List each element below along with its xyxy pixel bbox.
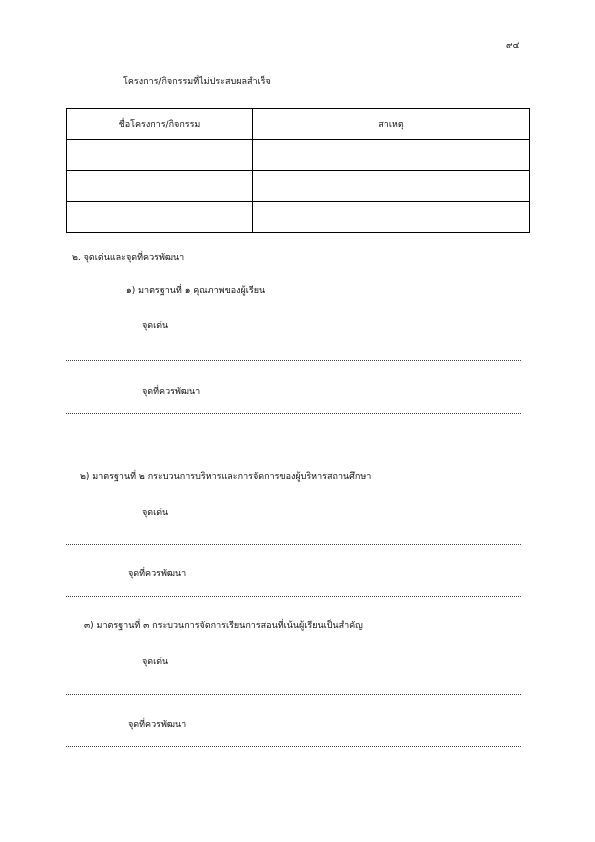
standard-3-title: ๓) มาตรฐานที่ ๓ กระบวนการจัดการเรียนการสอนที่เน้นผู้เรียนเป็นสำคัญ	[84, 621, 363, 631]
standard-1-title: ๑) มาตรฐานที่ ๑ คุณภาพของผู้เรียน	[126, 286, 266, 296]
standard-2-improve-label: จุดที่ควรพัฒนา	[128, 569, 187, 579]
table-cell[interactable]	[253, 171, 530, 202]
table-cell[interactable]	[67, 171, 253, 202]
standard-3-improve-label: จุดที่ควรพัฒนา	[128, 720, 187, 730]
section-heading: ๒. จุดเด่นและจุดที่ควรพัฒนา	[72, 253, 185, 263]
standard-2-improve-line[interactable]	[66, 596, 521, 597]
standard-3-improve-line[interactable]	[66, 746, 521, 747]
standard-1-improve-line[interactable]	[66, 413, 521, 414]
standard-1-strength-label: จุดเด่น	[142, 321, 169, 331]
standard-2-title: ๒) มาตรฐานที่ ๒ กระบวนการบริหารและการจัดการของผู้บริหารสถานศึกษา	[80, 472, 372, 482]
standard-3-strength-line[interactable]	[66, 694, 521, 695]
column-header-project-name: ชื่อโครงการ/กิจกรรม	[67, 109, 253, 140]
standard-2-strength-label: จุดเด่น	[142, 508, 169, 518]
table-header-row	[67, 109, 530, 140]
column-header-cause: สาเหตุ	[253, 109, 530, 140]
table-cell[interactable]	[67, 202, 253, 233]
standard-2-strength-line[interactable]	[66, 544, 521, 545]
table-cell[interactable]	[67, 140, 253, 171]
page-number: ๙๔	[506, 41, 520, 51]
unsuccessful-projects-table	[66, 108, 530, 233]
table-row	[67, 171, 530, 202]
standard-1-strength-line[interactable]	[66, 360, 521, 361]
table-cell[interactable]	[253, 202, 530, 233]
table-row	[67, 202, 530, 233]
table-title: โครงการ/กิจกรรมที่ไม่ประสบผลสำเร็จ	[123, 77, 271, 87]
table-cell[interactable]	[253, 140, 530, 171]
table-row	[67, 140, 530, 171]
standard-3-strength-label: จุดเด่น	[142, 657, 169, 667]
standard-1-improve-label: จุดที่ควรพัฒนา	[142, 387, 201, 397]
